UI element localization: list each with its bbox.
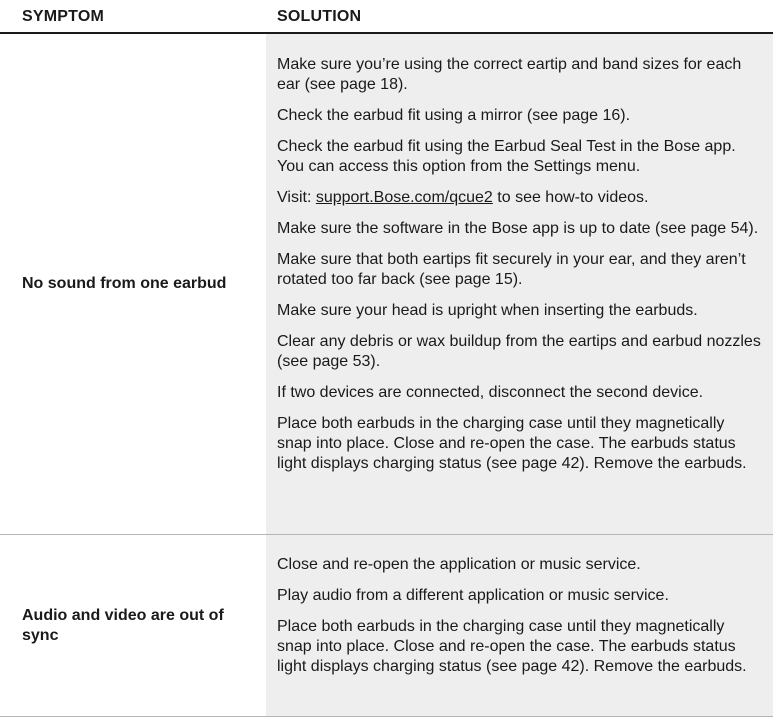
symptom-cell — [0, 535, 266, 716]
solution-item: Make sure you’re using the correct eartip and band sizes for each ear (see page 18). — [277, 56, 742, 93]
visit-suffix: to see how-to videos. — [492, 189, 649, 206]
solution-item-visit — [277, 188, 763, 208]
symptom-column-header: SYMPTOM — [22, 8, 105, 25]
symptom-cell — [0, 34, 266, 534]
symptom-label: No sound from one earbud — [22, 275, 227, 292]
solution-item: Play audio from a different application or music service. — [277, 587, 669, 604]
solution-cell — [266, 34, 773, 534]
solution-item: Clear any debris or wax buildup from the eartips and earbud nozzles (see page 53). — [277, 333, 761, 370]
solution-item: Make sure your head is upright when inserting the earbuds. — [277, 302, 698, 319]
solution-item: Place both earbuds in the charging case until they magnetically snap into place. Close and re-open the case. The earbuds status light displays charging status (see page 42). Remove the earbuds. — [277, 618, 747, 675]
table-row — [0, 34, 773, 535]
solution-column-header: SOLUTION — [277, 8, 362, 25]
table-header — [0, 0, 773, 34]
symptom-label: Audio and video are out of sync — [22, 606, 224, 644]
solution-item: Check the earbud fit using the Earbud Seal Test in the Bose app. You can access this option from the Settings menu. — [277, 138, 736, 175]
solution-cell — [266, 535, 773, 716]
solution-item: Check the earbud fit using a mirror (see page 16). — [277, 107, 631, 124]
support-link[interactable]: support.Bose.com/qcue2 — [315, 189, 493, 206]
table-row — [0, 535, 773, 717]
visit-prefix: Visit: — [277, 189, 316, 206]
solution-item: If two devices are connected, disconnect the second device. — [277, 384, 704, 401]
solution-item: Make sure that both eartips fit securely in your ear, and they aren’t rotated too far back (see page 15). — [277, 251, 746, 288]
solution-item: Close and re-open the application or music service. — [277, 556, 641, 573]
solution-item: Place both earbuds in the charging case until they magnetically snap into place. Close and re-open the case. The earbuds status light displays charging status (see page 42). Remove the earbuds. — [277, 415, 747, 472]
solution-item: Make sure the software in the Bose app is up to date (see page 54). — [277, 220, 759, 237]
